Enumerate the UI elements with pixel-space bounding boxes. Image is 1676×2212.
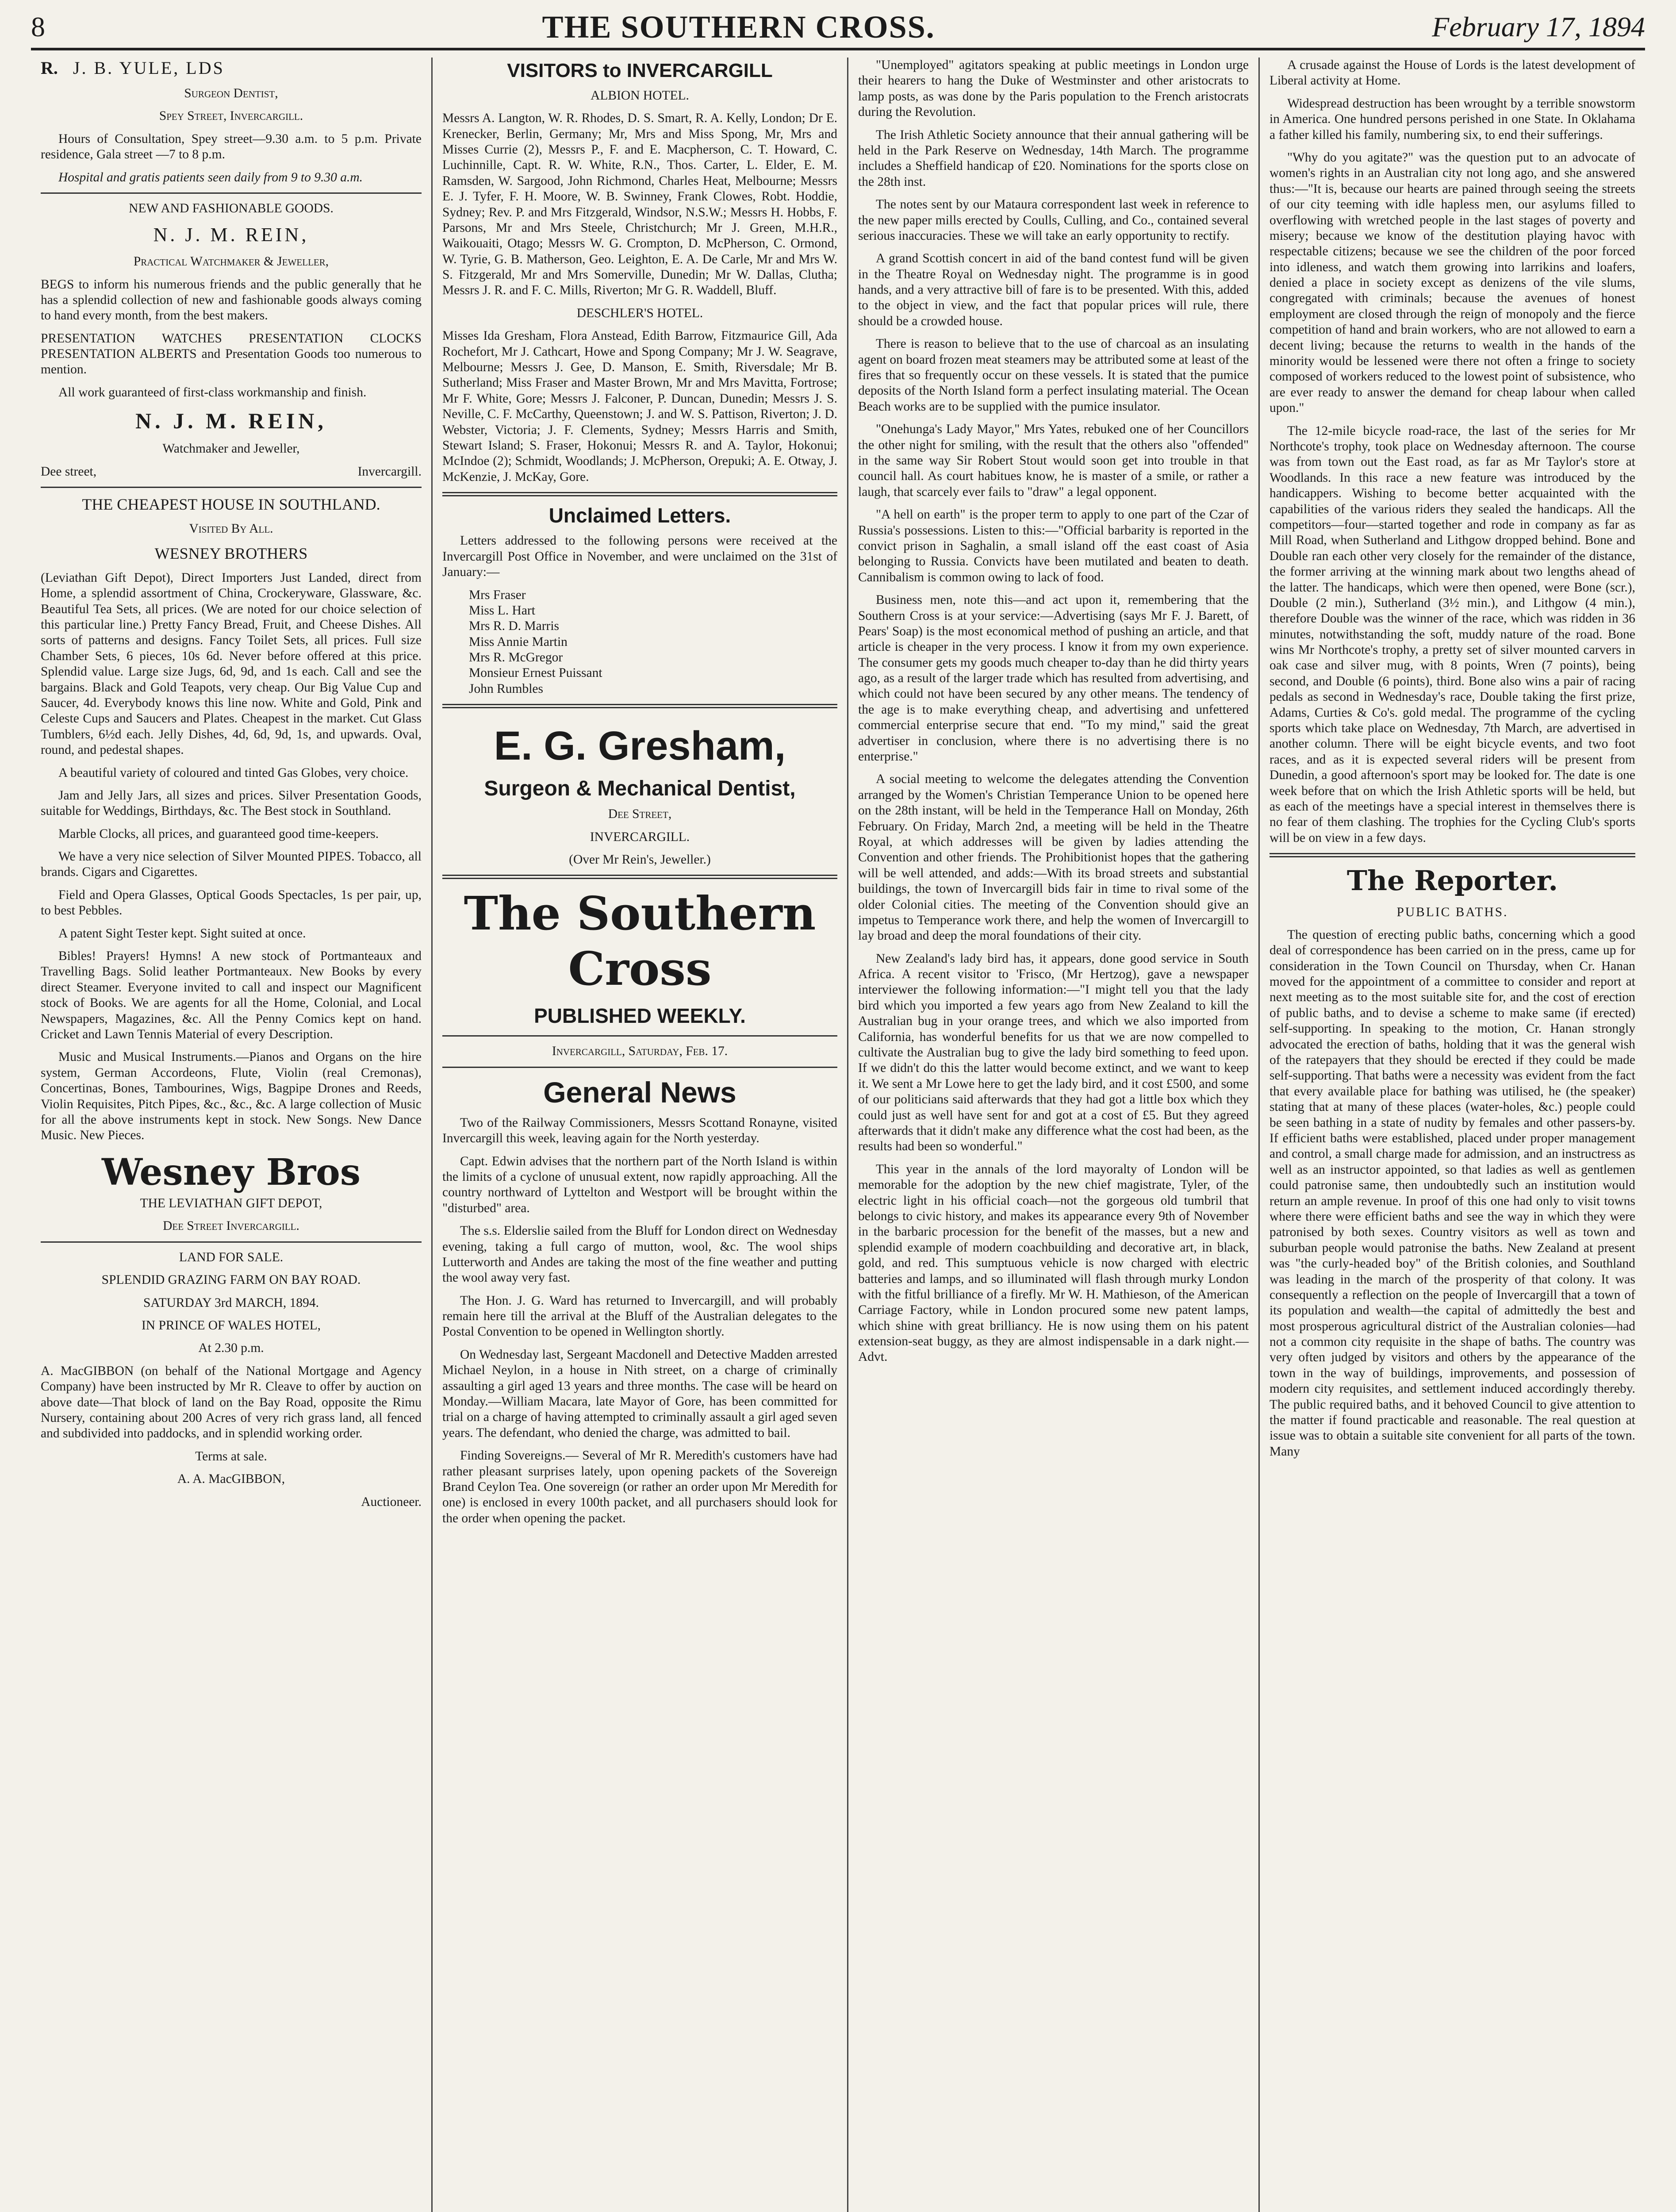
news-para: A social meeting to welcome the delegates attending the Convention arranged by the Women's Christian Temperance Union to be opened here on the 28th instant, will be held in the Temperance Hall on Monday, 26th February. On Friday, March 2nd, a meeting will be held in the Theatre Royal, at which addresses will be given by ladies attending the Convention and other friends. The Prohibitionist hopes that the gathering will be well attended, and adds:—With its broad streets and substantial buildings, the town of Invercargill bids fair in time to rival some of the older Colonial cities. The meeting of the Convention should give an impetus to Temperance work there, and help the women of Invercargill to lay broad and deep the moral foundations of their city. — [858, 772, 1249, 943]
unclaimed-name: Monsieur Ernest Puissant — [469, 666, 602, 680]
news-para: On Wednesday last, Sergeant Macdonell and Detective Madden arrested Michael Neylon, in a house in Nith street, on a charge of criminally assaulting a girl aged 13 years and three months. The case will be heard on Monday.—William Macara, late Mayor of Gore, has been committed for trial on a charge of having attempted to criminally assault a girl aged seven years. The defendant, who denied the charge, was admitted to bail. — [442, 1347, 837, 1440]
news-para: Widespread destruction has been wrought by a terrible snowstorm in America. One hundred persons perished in one State. In Oklahama a father killed his family, numbering six, to end their sufferings. — [1269, 96, 1635, 142]
columns — [31, 58, 1645, 2212]
news-para: New Zealand's lady bird has, it appears, done good service in South Africa. A recent visitor to 'Frisco, (Mr Hertzog), gave a newspaper interviewer the following information:—"I might tell you that the lady bird which you imported a few years ago from New Zealand to kill the Australian bug in your orange trees, and which we also imported from California, has wonderful benefits for us that we are now compelled to cultivate the Australian bug to give the lady bird something to feed upon. If we didn't do this the latter would become extinct, and we want to keep it. We sent a Mr Lowe here to get the lady bird, and it cost £500, and some of our politicians said afterwards that they had got a little box which they could just as well have sent for and got at a cost of £5. But they agreed afterwards that it didn't make any difference what the cost had been, as the results had been so wonderful." — [858, 951, 1249, 1154]
sc-title: The Southern Cross — [464, 886, 816, 996]
unclaimed-heading: Unclaimed Letters. — [548, 504, 731, 527]
news-para: Capt. Edwin advises that the northern part of the North Island is within the limits of a cyclone of unusual extent, now rapidly approaching. All the country northward of Lyttelton and Westport will be brought within the "disturbed" area. — [442, 1154, 837, 1215]
divider — [442, 492, 837, 496]
sc-dateline: Invercargill, Saturday, Feb. 17. — [552, 1044, 728, 1059]
visitors-heading: VISITORS to INVERCARGILL — [507, 60, 773, 81]
unclaimed-name: John Rumbles — [469, 681, 543, 696]
yule-address: Spey Street, Invercargill. — [159, 109, 303, 123]
goods-heading: NEW AND FASHIONABLE GOODS. — [129, 201, 334, 215]
column-4 — [1258, 58, 1645, 2212]
unclaimed-name: Mrs Fraser — [469, 588, 526, 602]
news-para: A crusade against the House of Lords is the latest development of Liberal activity at Home. — [1269, 58, 1635, 88]
column-3 — [847, 58, 1258, 2212]
wesney-para-3: Jam and Jelly Jars, all sizes and prices. Silver Presentation Goods, suitable for Weddings, Birthdays, &c. The Best stock in Southland. — [41, 788, 422, 818]
news-para: A grand Scottish concert in aid of the band contest fund will be given in the Theatre Royal on Wednesday night. The programme is in good hands, and a very attractive bill of fare is to be presented. With this, added to the object in view, and the fact that popular prices will rule, there should be a crowded house. — [858, 251, 1249, 328]
news-para: The Irish Athletic Society announce that their annual gathering will be held in the Park Reserve on Wednesday, 14th March. The programme includes a Sheffield handicap of £20. Nominations for the sports close on the 28th inst. — [858, 127, 1249, 189]
rein-sig: Watchmaker and Jeweller, — [162, 442, 300, 456]
unclaimed-name: Mrs R. McGregor — [469, 650, 563, 665]
news-para: The 12-mile bicycle road-race, the last of the series for Mr Northcote's trophy, took place on Wednesday afternoon. The course was from town out the East road, as far as Mr Taylor's store at Woodlands. In this race a new feature was introduced by the handicappers. Wishing to become better acquainted with the capabilities of the various riders they sealed the handicaps. All the competitors—four—started together and rode in company as far as Mill Road, when Sutherland and Lithgow dropped behind. Bone and Double ran each other very closely for the remainder of the distance, the former arriving at the winning mark about two lengths ahead of the latter. The handicaps, which were then opened, were Bone (scr.), Double (2 min.), Sutherland (3½ min.), and Lithgow (4 min.), therefore Double was the winner of the race, which was ridden in 36 minutes, notwithstanding the soft, muddy nature of the road. Bone wins Mr Northcote's trophy, a pretty set of silver mounted carvers in oak case and silver mug, with 8 points, Wren (7 points), being second, and Double (6 points), third. Bone also wins a pair of racing pedals as second in Wednesday's race, Double taking the first prize, Adams, Curties & Co's. gold medal. The programme of the cycling sports which take place on Wednesday, 7th March, are advertised in another column. There will be eight bicycle events, and two foot races, and as it is expected several riders will be present from Dunedin, a good afternoon's sport may be looked for. The date is one week before that on which the Irish Athletic sports will be held, but as each of the meetings have a special interest in themselves there is no fear of them clashing. The trophies for the Cycling Club's sports will be on view in a few days. — [1269, 423, 1635, 845]
wesney-para-4: Marble Clocks, all prices, and guaranteed good time-keepers. — [58, 826, 379, 841]
unclaimed-body: Letters addressed to the following persons were received at the Invercargill Post Office in November, and were unclaimed on the 31st of January:— — [442, 534, 837, 580]
rein-guarantee: All work guaranteed of first-class workmanship and finish. — [58, 385, 367, 399]
land-role: Auctioneer. — [361, 1494, 422, 1509]
news-para: "A hell on earth" is the proper term to apply to one part of the Czar of Russia's possessions. Listen to this:—"Official barbarity is reported in the convict prison in Saghalin, a small island off the east coast of Asia belonging to Russia. Convicts have been mutilated and beaten to death. Cannibalism is common owing to lack of food. — [858, 507, 1249, 584]
divider — [1269, 853, 1635, 857]
divider — [41, 192, 422, 194]
baths-body: The question of erecting public baths, concerning which a good deal of correspondence has been carried on in the press, came up for consideration in the Town Council on Thursday, when Cr. Hanan moved for the appointment of a committee to consider and report at next meeting as to the most suitable site for, and the cost of erection of public baths, and to devise a scheme to make same (if erected) self-supporting. In speaking to the motion, Cr. Hanan strongly advocated the erection of baths, holding that it was the general wish of the ratepayers that they should be erected if they could be made self-supporting. That baths were a necessity was evident from the fact that every available place for bathing was utilised, he (the speaker) stating that at many of these places (water-holes, &c.) people could be seen bathing in a state of nudity by females and other passers-by. If efficient baths were established, placed under proper management and control, a small charge made for admission, and an instructress as well as an instructor appointed, so that ladies as well as gentlemen could patronise same, then undoubtedly such an institution would return an ample revenue. In proof of this one had only to visit towns where there were efficient baths and see the way in which they were patronised by both sexes. Country visitors as well as town and suburban people would patronise the baths. New Zealand at present was "the curly-headed boy" of the British colonies, and Southland was leading in the march of the prosperity of that colony. It was consequently a reflection on the people of Invercargill that a town of its population and wealth—the capital of admittedly the best and most prosperous agricultural district of the Australian colonies—had not a common city requisite in the shape of baths. The country was very often judged by visitors and others by the appearance of the town in the way of buildings, improvements, and possession of modern city requisites, and settlement induced accordingly thereby. The public required baths, and it behoved Council to give attention to the matter if found practicable and reasonable. The real question at issue was to obtain a suitable site convenient for all parts of the town. Many — [1269, 927, 1635, 1459]
news-para: Two of the Railway Commissioners, Messrs Scottand Ronayne, visited Invercargill this week, leaving again for the North yesterday. — [442, 1115, 837, 1146]
wesney-para-5: We have a very nice selection of Silver Mounted PIPES. Tobacco, all brands. Cigars and Cigarettes. — [41, 849, 422, 879]
news-para: This year in the annals of the lord mayoralty of London will be memorable for the adoption by the new chief magistrate, Tyler, of the electric light in his official coach—not the gorgeous old tumbril that belongs to civic history, and makes its appearance every 9th of November in the barbaric procession for the benefit of the masses, but a new and splendid example of modern coachbuilding and decorative art, in black, gold, and red. This sumptuous vehicle is now charged with electric batteries and lamps, and so illuminated will flash through murky London with the fitful brilliance of a firefly. Mr W. H. Mathieson, of the American Carriage Factory, while in London procured some new patent lamps, which shine with great brilliancy. He is now using them on his patent extension-seat buggy, as they are almost indispensable in a dark night.—Advt. — [858, 1162, 1249, 1364]
news-para: There is reason to believe that to the use of charcoal as an insulating agent on board frozen meat steamers may be attributed some at least of the fires that so frequently occur on these vessels. It is stated that the pumice deposits of the North Island form a perfect insulating material. The Ocean Beach works are to be supplied with the pumice insulator. — [858, 337, 1249, 414]
land-time: At 2.30 p.m. — [198, 1341, 264, 1356]
sc-weekly: PUBLISHED WEEKLY. — [534, 1004, 746, 1028]
newspaper-title: THE SOUTHERN CROSS. — [542, 9, 935, 45]
albion-heading: ALBION HOTEL. — [591, 88, 689, 103]
visited-line: Visited By All. — [189, 522, 273, 536]
divider — [41, 1241, 422, 1243]
news-para: The s.s. Elderslie sailed from the Bluff for London direct on Wednesday evening, taking a full cargo of mutton, wool, &c. The wool ships Lutterworth and Andes are taking the most of the fine weather and putting the wool away very fast. — [442, 1224, 837, 1285]
rein-body: BEGS to inform his numerous friends and the public generally that he has a splendid collection of new and fashionable goods always coming to hand every month, from the best makers. — [41, 277, 422, 323]
news-para: Business men, note this—and act upon it, remembering that the Southern Cross is at your service:—Advertising (says Mr F. J. Barett, of Pears' Soap) is the most economical method of pushing an article, and that article is cheaper in the very process. I know it from my own experience. The consumer gets my goods much cheaper to-day than he did thirty years ago, as a result of the larger trade which has resulted from advertising, and which could not have been secured by any other means. The tendency of the age is to make everything cheap, and advertising and unfettered commercial enterprise secure that end. "To my mind," said the great advertiser in conclusion, where there is no advertising there is no enterprise." — [858, 593, 1249, 764]
rein-address — [41, 464, 422, 480]
column-2 — [431, 58, 847, 2212]
wesney-para-6: Field and Opera Glasses, Optical Goods Spectacles, 1s per pair, up, to best Pebbles. — [41, 887, 422, 918]
land-terms: Terms at sale. — [195, 1449, 267, 1463]
albion-list: Messrs A. Langton, W. R. Rhodes, D. S. Smart, R. A. Kelly, London; Dr E. Krenecker, Berlin, Germany; Mr, Mrs and Miss Spong, Mr, Mrs and Misses Currie (2), Messrs P., F. and E. Macpherson, C. T. Howard, C. Luchinnille, Capt. R. W. White, R.N., Thos. Carter, L. Elder, E. M. Ramsden, W. Sargood, John Richmond, Charles Heat, Melbourne; Messrs E. J. Tyfer, F. H. Moore, W. B. Swinney, Frank Clowes, Robt. Hoddie, Sydney; Rev. P. and Mrs Fitzgerald, Windsor, N.S.W.; Messrs H. Hobbs, F. Parsons, Mr and Mrs Steele, Christchurch; Mr J. Green, M.H.R., Waikouaiti, Otago; Messrs W. G. Crompton, D. McPherson, C. Ormond, W. Tyrie, G. B. Matherson, Geo. Leighton, E. A. De Carle, Mr and Mrs W. S. Fitzgerald, Mr and Mrs Somerville, Dunedin; Mr W. Dallas, Clutha; Messrs J. R. and F. C. Mills, Riverton; Mr G. R. Waddell, Bluff. — [442, 111, 837, 298]
rein-name: N. J. M. REIN, — [153, 224, 309, 246]
page-number: 8 — [31, 11, 45, 42]
general-news-heading: General News — [543, 1075, 736, 1109]
news-para: "Onehunga's Lady Mayor," Mrs Yates, rebuked one of her Councillors the other night for smiling, with the result that the others also "offended" in the same way Sir Robert Stout would soon get into trouble in that council hall. As court habitues know, he is master of a smile, or rather a laugh, that scarcely ever fails to "draw" a legal opponent. — [858, 422, 1249, 499]
gresham-title: Surgeon & Mechanical Dentist, — [484, 776, 796, 800]
divider — [442, 704, 837, 708]
wesney-logo: Wesney Bros — [101, 1151, 361, 1194]
gresham-street: Dee Street, — [608, 807, 672, 822]
wesney-street: Dee Street Invercargill. — [163, 1219, 299, 1233]
divider — [442, 1035, 837, 1037]
gresham-name: E. G. Gresham, — [494, 723, 786, 769]
wesney-para-9: Music and Musical Instruments.—Pianos and Organs on the hire system, German Accordeons, Flute, Violin (real Cremonas), Concertinas, Bones, Tambourines, Wigs, Bagpipe Drones and Reeds, Violin Requisites, Pitch Pipes, &c., &c., &c. A large collection of Music for all the above instruments kept in stock. New Songs. New Dance Music. New Pieces. — [41, 1050, 422, 1143]
yule-initial: R. — [41, 58, 58, 78]
wesney-depot: THE LEVIATHAN GIFT DEPOT, — [140, 1196, 322, 1211]
gresham-town: INVERCARGILL. — [590, 830, 690, 844]
land-place: IN PRINCE OF WALES HOTEL, — [141, 1318, 321, 1333]
wesney-para-2: A beautiful variety of coloured and tinted Gas Globes, very choice. — [58, 765, 409, 780]
land-date: SATURDAY 3rd MARCH, 1894. — [143, 1295, 319, 1310]
cheapest-heading: THE CHEAPEST HOUSE IN SOUTHLAND. — [82, 495, 380, 514]
issue-date: February 17, 1894 — [1432, 11, 1645, 42]
unclaimed-name: Miss L. Hart — [469, 603, 535, 618]
baths-heading: PUBLIC BATHS. — [1396, 905, 1508, 919]
deschler-heading: DESCHLER'S HOTEL. — [576, 306, 703, 320]
masthead — [31, 8, 1645, 46]
yule-ad-heading — [41, 58, 422, 79]
rein-town: Invercargill. — [357, 464, 422, 479]
wesney-para-7: A patent Sight Tester kept. Sight suited at once. — [58, 926, 306, 941]
wesney-heading: WESNEY BROTHERS — [154, 544, 308, 562]
news-para: The Hon. J. G. Ward has returned to Invercargill, and will probably remain here till the arrival at the Bluff of the Australian delegates to the Postal Convention to be opened in Wellington shortly. — [442, 1293, 837, 1339]
news-para: Finding Sovereigns.— Several of Mr R. Meredith's customers have had rather pleasant surprises lately, upon opening packets of the Sovereign Brand Ceylon Tea. One sovereign (or rather an order upon Mr Meredith for one) is enclosed in every 100th packet, and all purchasers should look for the order when opening the packet. — [442, 1448, 837, 1525]
wesney-para-1: (Leviathan Gift Depot), Direct Importers Just Landed, direct from Home, a splendid assortment of China, Crockeryware, Glassware, &c. Beautiful Tea Sets, all prices. (We are noted for our choice selection of this particular line.) Pretty Fancy Bread, Fruit, and Cheese Dishes. All sorts of patterns and designs. Fancy Toilet Sets, all prices. Full size Chamber Sets, 6 pieces, 10s 6d. Never before offered at this price. Splendid value. Large size Jugs, 6d, 9d, and 1s each. Call and see the bargains. Black and Gold Teapots, very cheap. Our Big Value Cup and Saucer, 4d. Everybody knows this line now. White and Gold, Pink and Celeste Cups and Saucers and Plates. Cheapest in the market. Cut Glass Tumblers, 6½d each. Jelly Dishes, 4d, 6d, 9d, 1s, and upwards. Oval, round, and pedestal shapes. — [41, 570, 422, 757]
deschler-list: Misses Ida Gresham, Flora Anstead, Edith Barrow, Fitzmaurice Gill, Ada Rochefort, Mr J. Cathcart, Howe and Spong Company; Mr J. W. Seagrave, Melbourne; Messrs J. Gee, D. Manson, E. Smith, Riversdale; Mr B. Sutherland; Miss Fraser and Master Brown, Mr and Mrs Mavitta, Fortrose; Mr F. White, Gore; Messrs J. Falconer, P. Duncan, Dunedin; Messrs J. S. Neville, C. F. McCarthy, Queenstown; J. and W. S. Pattison, Riverton; J. D. Webster, Victoria; J. F. Clements, Sydney; Messrs Harris and Smith, Stewart Island; S. Fraser, Hokonui; Messrs R. and A. Taylor, Hokonui; McIndoe (2); Schmidt, Woodlands; J. McPherson, Orepuki; A. E. Otway, J. McKenzie, J. McKay, Gore. — [442, 329, 837, 484]
yule-name: J. B. YULE, LDS — [73, 58, 225, 78]
news-para: "Unemployed" agitators speaking at public meetings in London urge their hearers to hang the Duke of Westminster and other aristocrats to lamp posts, as was done by the Paris population to the French aristocrats during the Revolution. — [858, 58, 1249, 119]
divider — [41, 487, 422, 488]
rein-trade: Practical Watchmaker & Jeweller, — [133, 254, 329, 269]
land-sig: A. A. MacGIBBON, — [177, 1472, 285, 1486]
yule-hospital: Hospital and gratis patients seen daily from 9 to 9.30 a.m. — [58, 170, 363, 184]
rein-name-display: N. J. M. REIN, — [135, 408, 327, 434]
land-body: A. MacGIBBON (on behalf of the National Mortgage and Agency Company) have been instructed by Mr R. Cleave to offer by auction on above date—That block of land on the Bay Road, opposite the Rimu Nursery, containing about 200 Acres of very rich grass land, all fenced and subdivided into paddocks, and in splendid working order. — [41, 1363, 422, 1441]
land-heading: LAND FOR SALE. — [179, 1250, 284, 1264]
news-para: "Why do you agitate?" was the question put to an advocate of women's rights in an Australian city not long ago, and she answered thus:—"It is, because our hearts are pained through seeing the streets of our city teeming with idle hapless men, our asylums filled to overflowing with wretched people in the last stages of poverty and misery; because we know of the destitution playing havoc with respectable citizens; because we see the children of the poor forced into idleness, and watch them growing into larrikins and loafers, denied a place in society except as denizens of the vile slums, congregated with criminals; because the avenues of honest employment are closed through the reign of monopoly and the fierce competition of hand and brain workers, who are not allowed to earn a decent living; because the returns to wealth in the hands of the minority would be lessened were there not often a fringe to society composed of workers reduced to the lowest point of subsistence, who are ever ready to answer the demand for cheap labour when called upon." — [1269, 150, 1635, 415]
rein-street: Dee street, — [41, 464, 97, 479]
divider — [442, 875, 837, 879]
rein-presentation: PRESENTATION WATCHES PRESENTATION CLOCKS PRESENTATION ALBERTS and Presentation Goods too numerous to mention. — [41, 331, 422, 377]
unclaimed-name: Miss Annie Martin — [469, 634, 568, 649]
unclaimed-name: Mrs R. D. Marris — [469, 619, 560, 634]
yule-title: Surgeon Dentist, — [184, 86, 278, 100]
gresham-over: (Over Mr Rein's, Jeweller.) — [569, 853, 711, 867]
masthead-rule — [31, 48, 1645, 50]
yule-hours: Hours of Consultation, Spey street—9.30 a.m. to 5 p.m. Private residence, Gala street —7 to 8 p.m. — [41, 131, 422, 162]
reporter-heading: The Reporter. — [1346, 864, 1558, 897]
divider — [442, 1067, 837, 1068]
news-para: The notes sent by our Mataura correspondent last week in reference to the new paper mills erected by Coulls, Culling, and Co., contained several serious inaccuracies. These we will take an early opportunity to rectify. — [858, 197, 1249, 243]
column-1 — [31, 58, 431, 2212]
land-farm: SPLENDID GRAZING FARM ON BAY ROAD. — [101, 1273, 361, 1287]
wesney-para-8: Bibles! Prayers! Hymns! A new stock of Portmanteaux and Travelling Bags. Solid leather Portmanteaux. New Books by every direct Steamer. Everyone invited to call and inspect our Magnificent stock of Books. We are agents for all the Home, Colonial, and Local Newspapers, Magazines, &c. All the Penny Comics kept on hand. Cricket and Lawn Tennis Material of every Description. — [41, 949, 422, 1041]
